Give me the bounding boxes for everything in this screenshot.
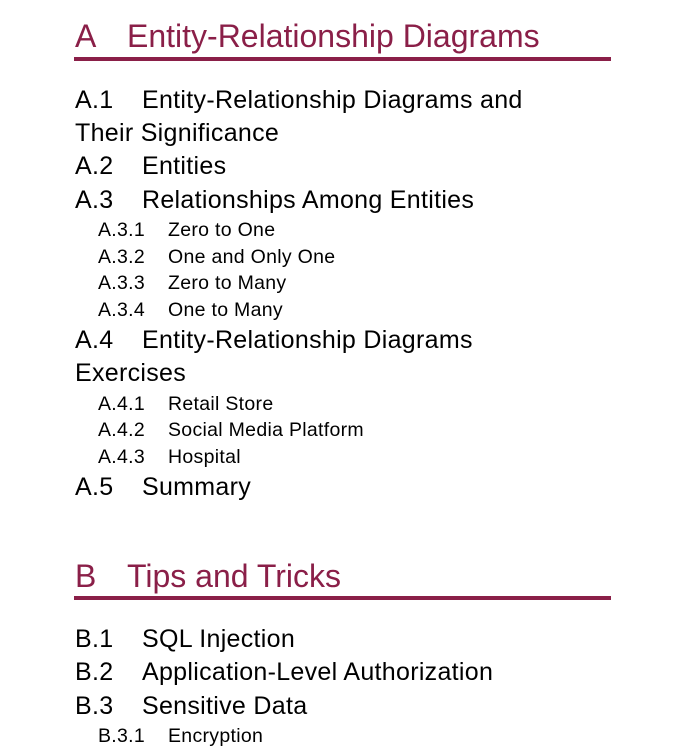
toc-entry-a-3-3[interactable] bbox=[98, 271, 286, 295]
section-title: Relationships Among Entities bbox=[142, 186, 475, 214]
toc-entry-a-4-2[interactable] bbox=[98, 418, 364, 442]
section-number: A.3 bbox=[75, 186, 114, 214]
subsection-title: Zero to Many bbox=[168, 272, 287, 294]
subsection-number: A.4.1 bbox=[98, 393, 146, 415]
toc-entry-a-4-continued[interactable] bbox=[75, 357, 595, 390]
chapter-title-a[interactable] bbox=[75, 18, 611, 54]
chapter-title-b[interactable] bbox=[75, 558, 611, 594]
toc-entry-a-2[interactable] bbox=[75, 150, 595, 183]
section-number: A.5 bbox=[75, 473, 114, 501]
section-title: Entity-Relationship Diagrams bbox=[142, 326, 473, 354]
toc-entry-a-3-1[interactable] bbox=[98, 218, 275, 242]
toc-entry-a-4-1[interactable] bbox=[98, 392, 273, 416]
section-title: Application-Level Authorization bbox=[142, 658, 494, 686]
section-number: B.2 bbox=[75, 658, 114, 686]
toc-entry-a-4[interactable] bbox=[75, 324, 595, 357]
toc-entry-a-1-continued[interactable] bbox=[75, 117, 595, 150]
toc-entry-b-3-1[interactable] bbox=[98, 724, 263, 748]
toc-entry-a-5[interactable] bbox=[75, 471, 595, 504]
section-title: Exercises bbox=[75, 359, 187, 387]
toc-entry-a-3-2[interactable] bbox=[98, 245, 335, 269]
section-title: Their Significance bbox=[75, 119, 280, 147]
toc-entry-a-3[interactable] bbox=[75, 184, 595, 217]
section-number: A.4 bbox=[75, 326, 114, 354]
chapter-label: Tips and Tricks bbox=[127, 558, 341, 594]
section-number: A.1 bbox=[75, 86, 114, 114]
chapter-number: A bbox=[75, 18, 97, 54]
subsection-number: A.4.2 bbox=[98, 419, 146, 441]
toc-entry-a-1[interactable] bbox=[75, 84, 595, 117]
subsection-title: Encryption bbox=[168, 725, 264, 747]
toc-entry-b-3[interactable] bbox=[75, 690, 595, 723]
section-title: Summary bbox=[142, 473, 252, 501]
chapter-rule bbox=[74, 57, 611, 61]
section-title: Sensitive Data bbox=[142, 692, 308, 720]
chapter-number: B bbox=[75, 558, 97, 594]
subsection-title: Social Media Platform bbox=[168, 419, 364, 441]
toc-entry-b-1[interactable] bbox=[75, 623, 595, 656]
subsection-number: B.3.1 bbox=[98, 725, 146, 747]
section-number: B.3 bbox=[75, 692, 114, 720]
toc-entry-a-4-3[interactable] bbox=[98, 445, 241, 469]
subsection-title: Retail Store bbox=[168, 393, 274, 415]
section-title: SQL Injection bbox=[142, 625, 296, 653]
subsection-title: One to Many bbox=[168, 299, 283, 321]
subsection-number: A.4.3 bbox=[98, 446, 146, 468]
subsection-number: A.3.2 bbox=[98, 246, 146, 268]
subsection-title: One and Only One bbox=[168, 246, 336, 268]
subsection-number: A.3.4 bbox=[98, 299, 146, 321]
chapter-rule bbox=[74, 596, 611, 600]
section-title: Entities bbox=[142, 152, 227, 180]
section-number: B.1 bbox=[75, 625, 114, 653]
section-title: Entity-Relationship Diagrams and bbox=[142, 86, 523, 114]
toc-entry-a-3-4[interactable] bbox=[98, 298, 283, 322]
subsection-number: A.3.3 bbox=[98, 272, 146, 294]
chapter-label: Entity-Relationship Diagrams bbox=[127, 18, 540, 54]
subsection-title: Hospital bbox=[168, 446, 241, 468]
section-number: A.2 bbox=[75, 152, 114, 180]
subsection-title: Zero to One bbox=[168, 219, 276, 241]
subsection-number: A.3.1 bbox=[98, 219, 146, 241]
toc-entry-b-2[interactable] bbox=[75, 656, 595, 689]
